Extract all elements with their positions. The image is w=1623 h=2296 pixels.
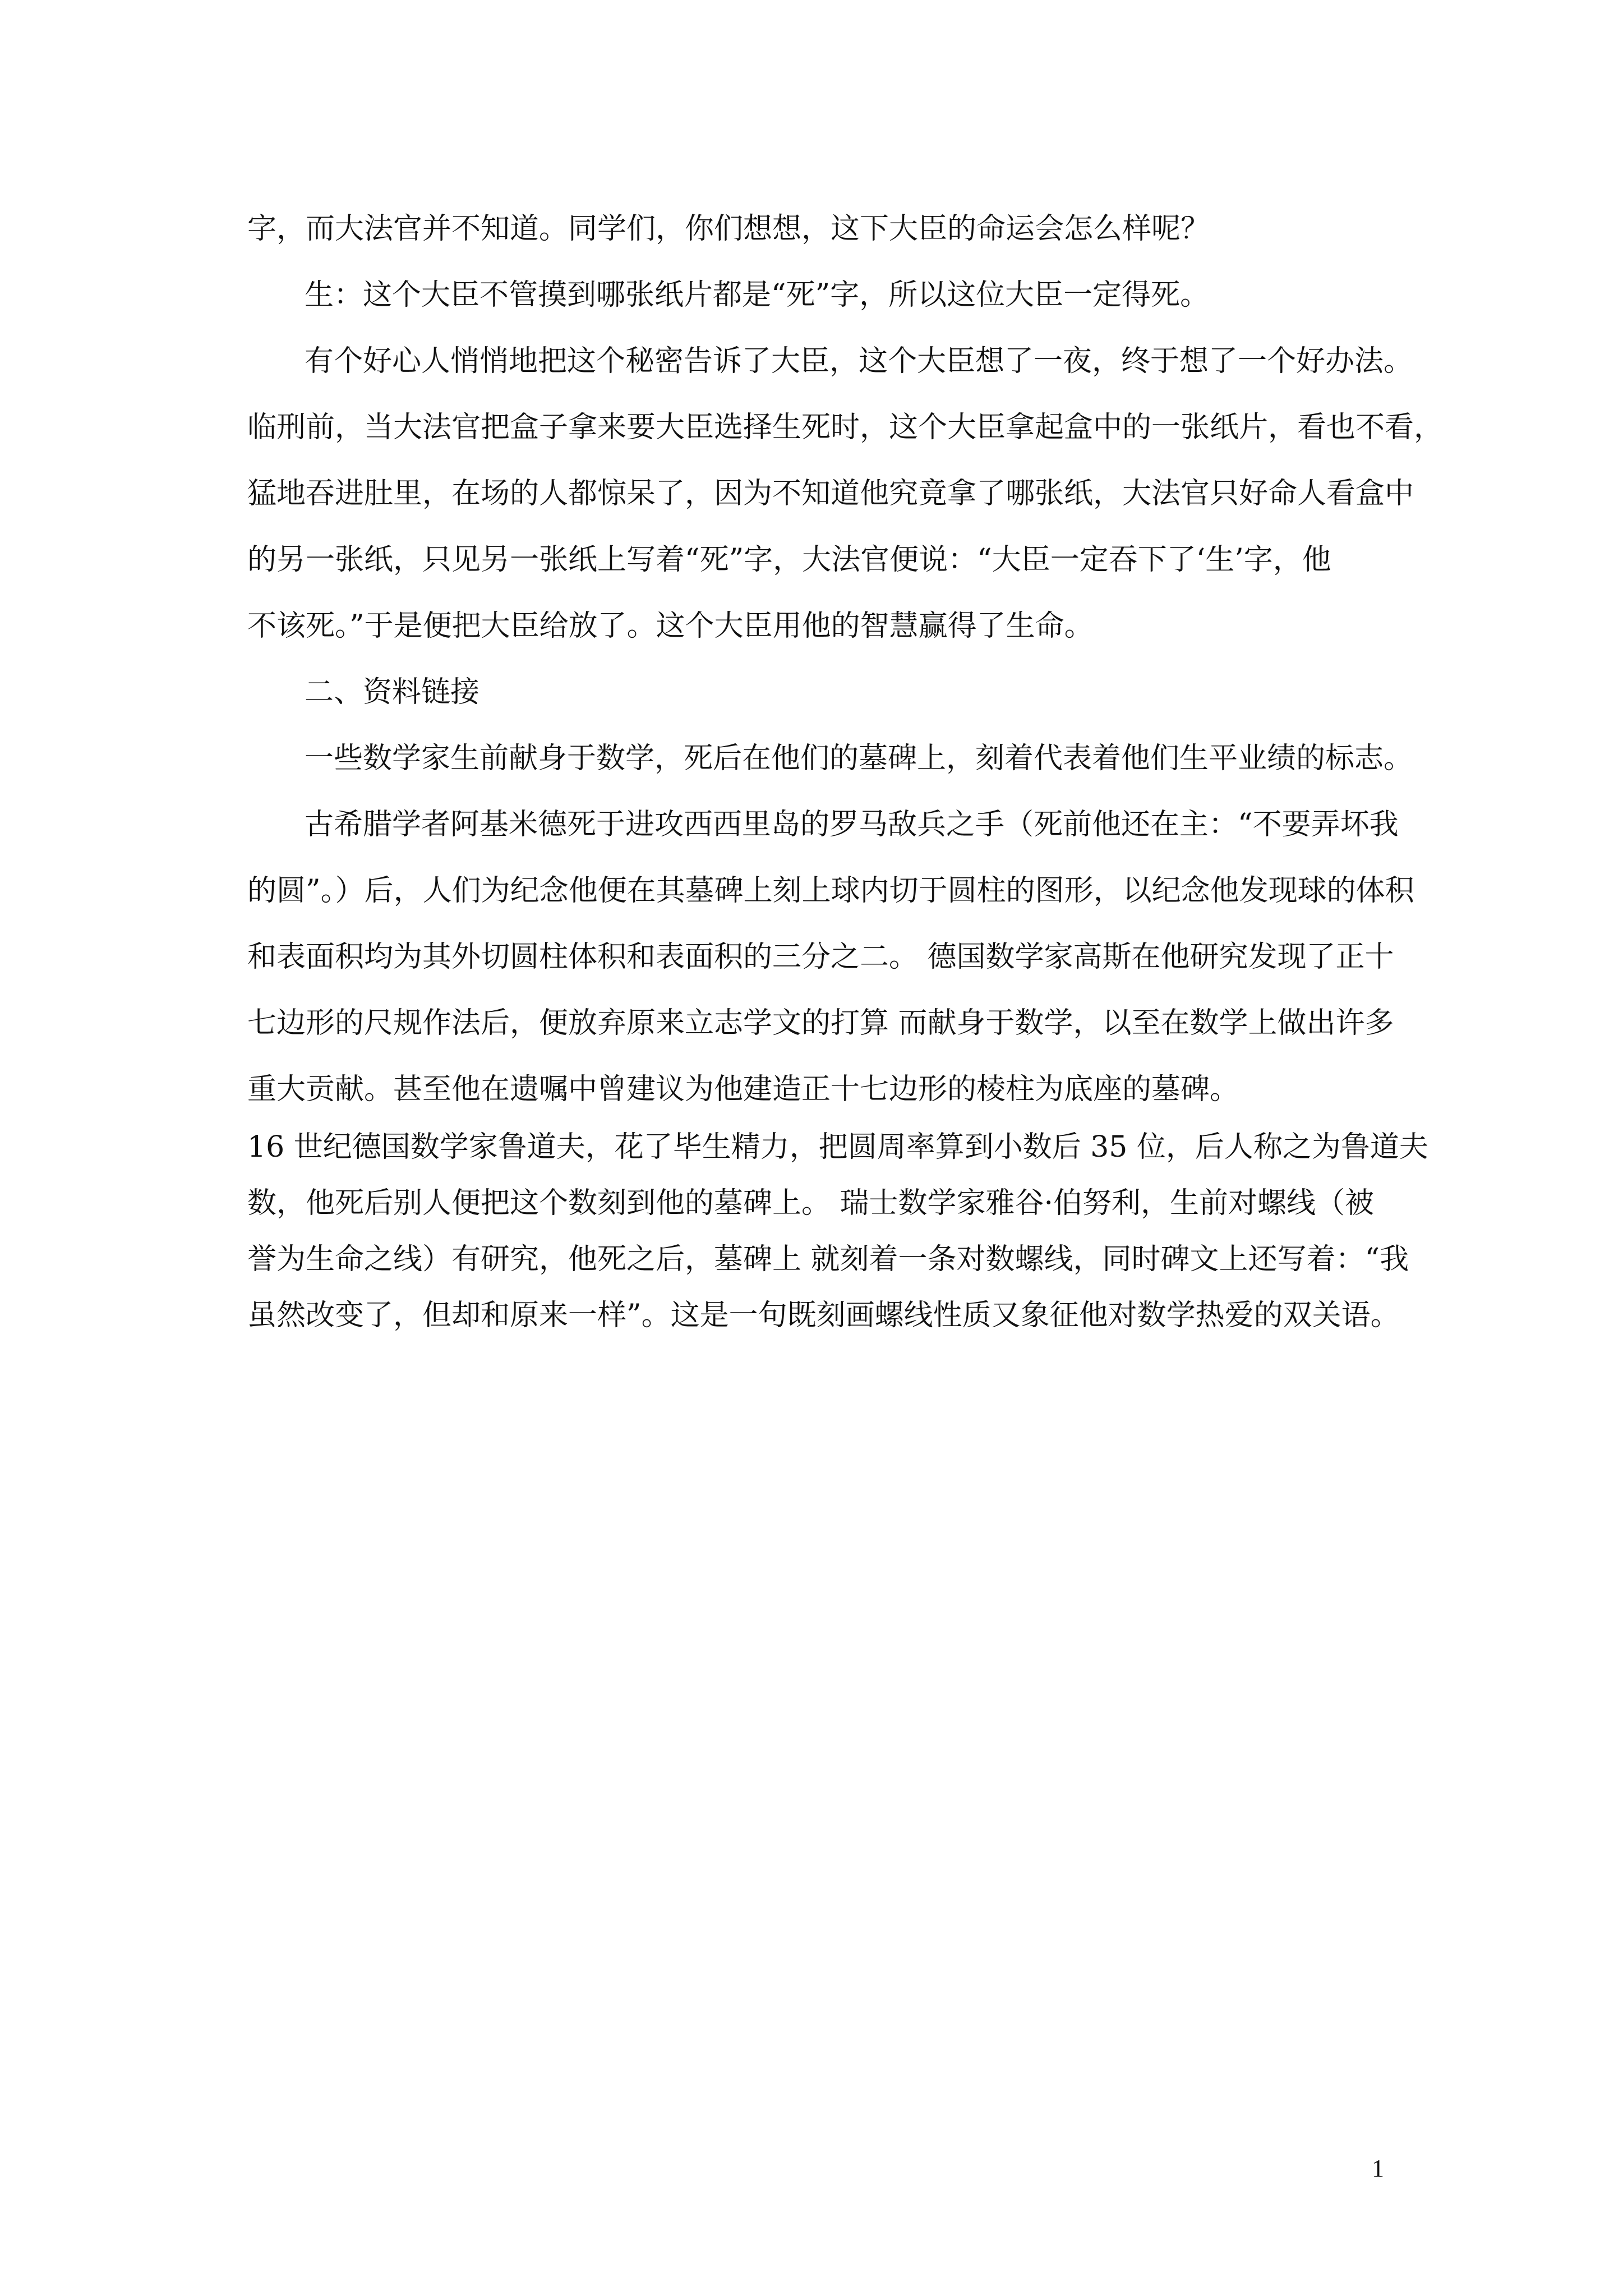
text-line-17: 虽然改变了，但却和原来一样”。这是一句既刻画螺线性质又象征他对数学热爱的双关语。 xyxy=(247,1299,1400,1332)
text-line-13: 重大贡献。甚至他在遗嘱中曾建议为他建造正十七边形的棱柱为底座的墓碑。 xyxy=(247,1073,1239,1106)
text-line-2: 生：这个大臣不管摸到哪张纸片都是“死”字，所以这位大臣一定得死。 xyxy=(305,278,1210,312)
text-line-10: 的圆”。）后，人们为纪念他便在其墓碑上刻上球内切于圆柱的图形，以纪念他发现球的体积 xyxy=(247,874,1414,908)
text-line-15: 数，他死后别人便把这个数刻到他的墓碑上。 瑞士数学家雅谷·伯努利，生前对螺线（被 xyxy=(247,1186,1375,1220)
text-line-5: 猛地吞进肚里，在场的人都惊呆了，因为不知道他究竟拿了哪张纸，大法官只好命人看盒中 xyxy=(247,477,1414,510)
page-number: 1 xyxy=(1372,2155,1384,2182)
text-line-9: 古希腊学者阿基米德死于进攻西西里岛的罗马敌兵之手（死前他还在主：“不要弄坏我 xyxy=(305,808,1399,841)
text-line-4: 临刑前，当大法官把盒子拿来要大臣选择生死时，这个大臣拿起盒中的一张纸片，看也不看， xyxy=(247,411,1444,444)
text-line-14: 16 世纪德国数学家鲁道夫，花了毕生精力，把圆周率算到小数后 35 位，后人称之为鲁道夫 xyxy=(247,1130,1428,1164)
text-line-16: 誉为生命之线）有研究，他死之后，墓碑上 就刻着一条对数螺线，同时碑文上还写着：“我 xyxy=(247,1243,1409,1276)
text-line-1: 字，而大法官并不知道。同学们，你们想想，这下大臣的命运会怎么样呢？ xyxy=(247,212,1210,246)
text-line-7: 不该死。”于是便把大臣给放了。这个大臣用他的智慧赢得了生命。 xyxy=(247,609,1094,643)
section-heading: 二、资料链接 xyxy=(305,675,480,709)
text-line-3: 有个好心人悄悄地把这个秘密告诉了大臣，这个大臣想了一夜，终于想了一个好办法。 xyxy=(305,344,1413,378)
text-line-8: 一些数学家生前献身于数学，死后在他们的墓碑上，刻着代表着他们生平业绩的标志。 xyxy=(305,742,1413,775)
text-line-12: 七边形的尺规作法后，便放弃原来立志学文的打算 而献身于数学，以至在数学上做出许多 xyxy=(247,1006,1394,1040)
text-line-6: 的另一张纸，只见另一张纸上写着“死”字，大法官便说：“大臣一定吞下了‘生’字，他 xyxy=(247,543,1331,577)
text-line-11: 和表面积均为其外切圆柱体积和表面积的三分之二。 德国数学家高斯在他研究发现了正十 xyxy=(247,940,1394,974)
